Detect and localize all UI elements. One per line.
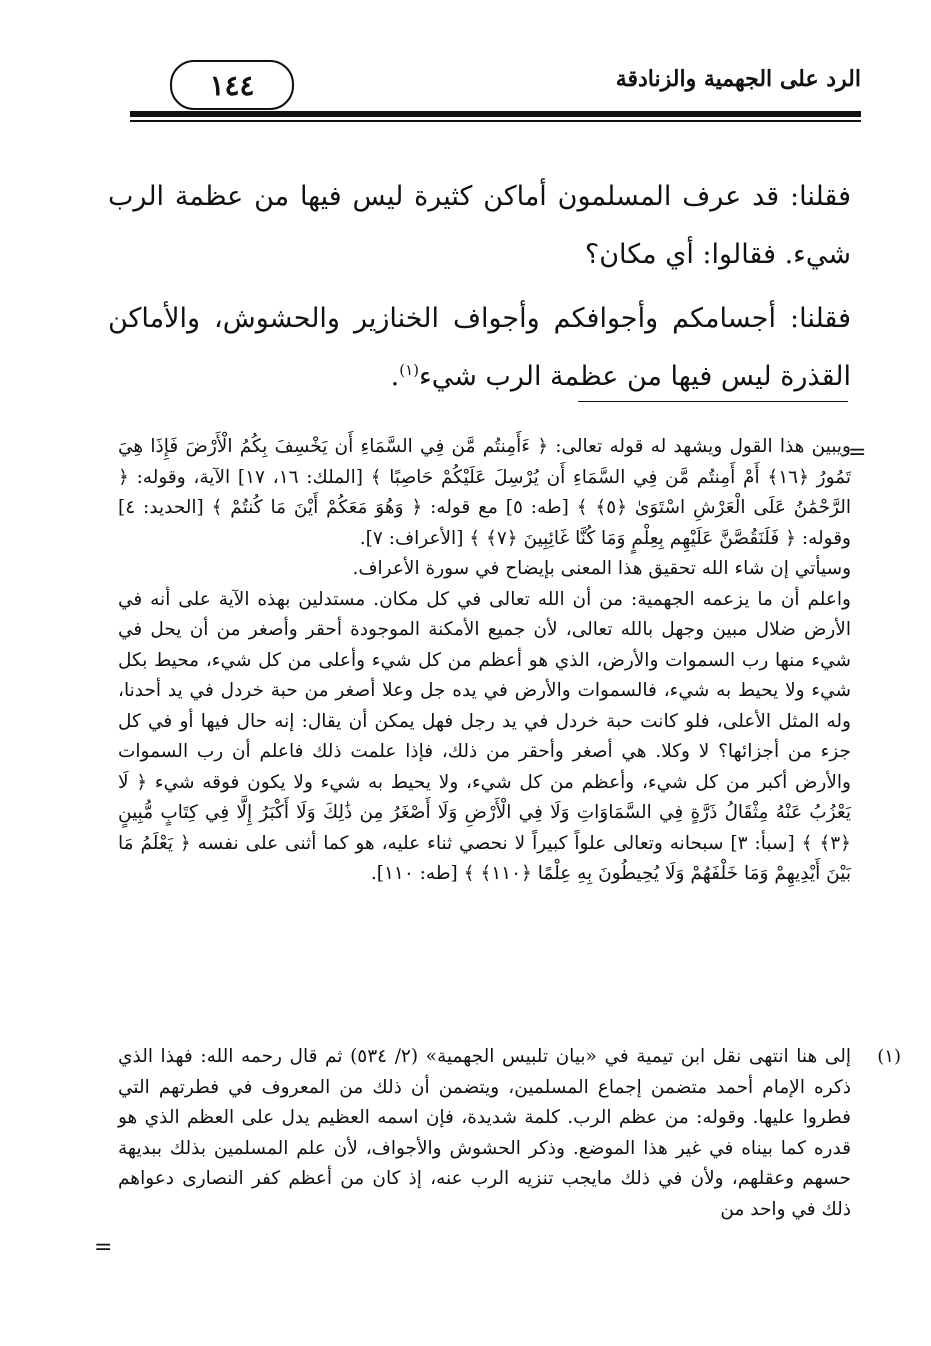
- main-text: [108, 168, 851, 412]
- footnote-ref-1: (١): [399, 361, 419, 379]
- footnote-1-text: إلى هنا انتهى نقل ابن تيمية في «بيان تلبيس الجهمية» (٢/ ٥٣٤) ثم قال رحمه الله: فهذا الذي ذكره الإمام أحمد متضمن إجماع المسلمين، ويتضمن أن ذلك من المعروف في فطرتهم التي فطروا عليها. وقوله: من عظم الرب. كلمة شديدة، فإن اسمه العظيم يدل على العظم الذي هو قدره كما بيناه في غير هذا الموضع. وذكر الحشوش والأجواف، لأن علم المسلمين بذلك ببديهة حسهم وعقلهم، ولأن في ذلك مايجب تنزيه الرب عنه، إذ كان من أعظم كفر النصارى دعواهم ذلك في واحد من: [118, 1046, 851, 1220]
- footnote-1: [118, 1042, 901, 1225]
- page-number-badge: [170, 60, 294, 110]
- footnote-paragraph-3: واعلم أن ما يزعمه الجهمية: من أن الله تعالى في كل مكان. مستدلين بهذه الآية على أنه في الأرض ضلال مبين وجهل بالله تعالى، لأن جميع الأمكنة الموجودة أحقر وأصغر من أن يحل في شيء منها رب السموات والأرض، الذي هو أعظم من كل شيء وأعلى من كل شيء، محيط بكل شيء ولا يحيط به شيء، فالسموات والأرض في يده جل وعلا أصغر من حبة خردل في يد أحدنا، وله المثل الأعلى، فلو كانت حبة خردل في يد رجل فهل يمكن أن يقال: إنه حال فيها أو في كل جزء من أجزائها؟ لا وكلا. هي أصغر وأحقر من ذلك، فإذا علمت ذلك فاعلم أن رب السموات والأرض أكبر من كل شيء، وأعظم من كل شيء، ولا يحيط به شيء ولا يكون فوقه شيء ﴿ لَا يَعْزُبُ عَنْهُ مِثْقَالُ ذَرَّةٍ فِي السَّمَاوَاتِ وَلَا فِي الْأَرْضِ وَلَا أَصْغَرُ مِن ذَٰلِكَ وَلَا أَكْبَرُ إِلَّا فِي كِتَابٍ مُّبِينٍ ﴿٣﴾ ﴾ [سبأ: ٣] سبحانه وتعالى علواً كبيراً لا نحصي ثناء عليه، هو كما أثنى على نفسه ﴿ يَعْلَمُ مَا بَيْنَ أَيْدِيهِمْ وَمَا خَلْفَهُمْ وَلَا يُحِيطُونَ بِهِ عِلْمًا ﴿١١٠﴾ ﴾ [طه: ١١٠].: [118, 588, 851, 884]
- continuation-marker: =: [848, 440, 867, 465]
- main-paragraph-1: فقلنا: قد عرف المسلمون أماكن كثيرة ليس فيها من عظمة الرب شيء. فقالوا: أي مكان؟: [108, 181, 851, 270]
- page-number: ١٤٤: [209, 68, 255, 102]
- footnote-paragraph-1: ويبين هذا القول ويشهد له قوله تعالى: ﴿ ءَأَمِنتُم مَّن فِي السَّمَاءِ أَن يَخْسِفَ بِكُمُ الْأَرْضَ فَإِذَا هِيَ تَمُورُ ﴿١٦﴾ أَمْ أَمِنتُم مَّن فِي السَّمَاءِ أَن يُرْسِلَ عَلَيْكُمْ حَاصِبًا ﴾ [الملك: ١٦، ١٧] الآية، وقوله: ﴿ الرَّحْمَٰنُ عَلَى الْعَرْشِ اسْتَوَىٰ ﴿٥﴾ ﴾ [طه: ٥] مع قوله: ﴿ وَهُوَ مَعَكُمْ أَيْنَ مَا كُنتُمْ ﴾ [الحديد: ٤] وقوله: ﴿ فَلَنَقُصَّنَّ عَلَيْهِم بِعِلْمٍ وَمَا كُنَّا غَائِبِينَ ﴿٧﴾ ﴾ [الأعراف: ٧].: [118, 436, 851, 549]
- main-paragraph-2: [108, 290, 851, 406]
- footnotes-continued: [118, 432, 851, 890]
- footnote-divider: [578, 401, 848, 402]
- footnote-paragraph-2: وسيأتي إن شاء الله تحقيق هذا المعنى بإيضاح في سورة الأعراف.: [352, 558, 851, 579]
- header-rule-thin: [130, 120, 861, 122]
- main-paragraph-2-text: فقلنا: أجسامكم وأجوافكم وأجواف الخنازير والحشوش، والأماكن القذرة ليس فيها من عظمة الرب شيء: [108, 303, 851, 392]
- main-paragraph-2-end: .: [390, 361, 400, 392]
- continuation-marker-end: =: [94, 1235, 113, 1260]
- header-rule-thick: [130, 111, 861, 117]
- running-header-title: الرد على الجهمية والزنادقة: [615, 66, 861, 92]
- footnote-1-number: (١): [877, 1046, 901, 1067]
